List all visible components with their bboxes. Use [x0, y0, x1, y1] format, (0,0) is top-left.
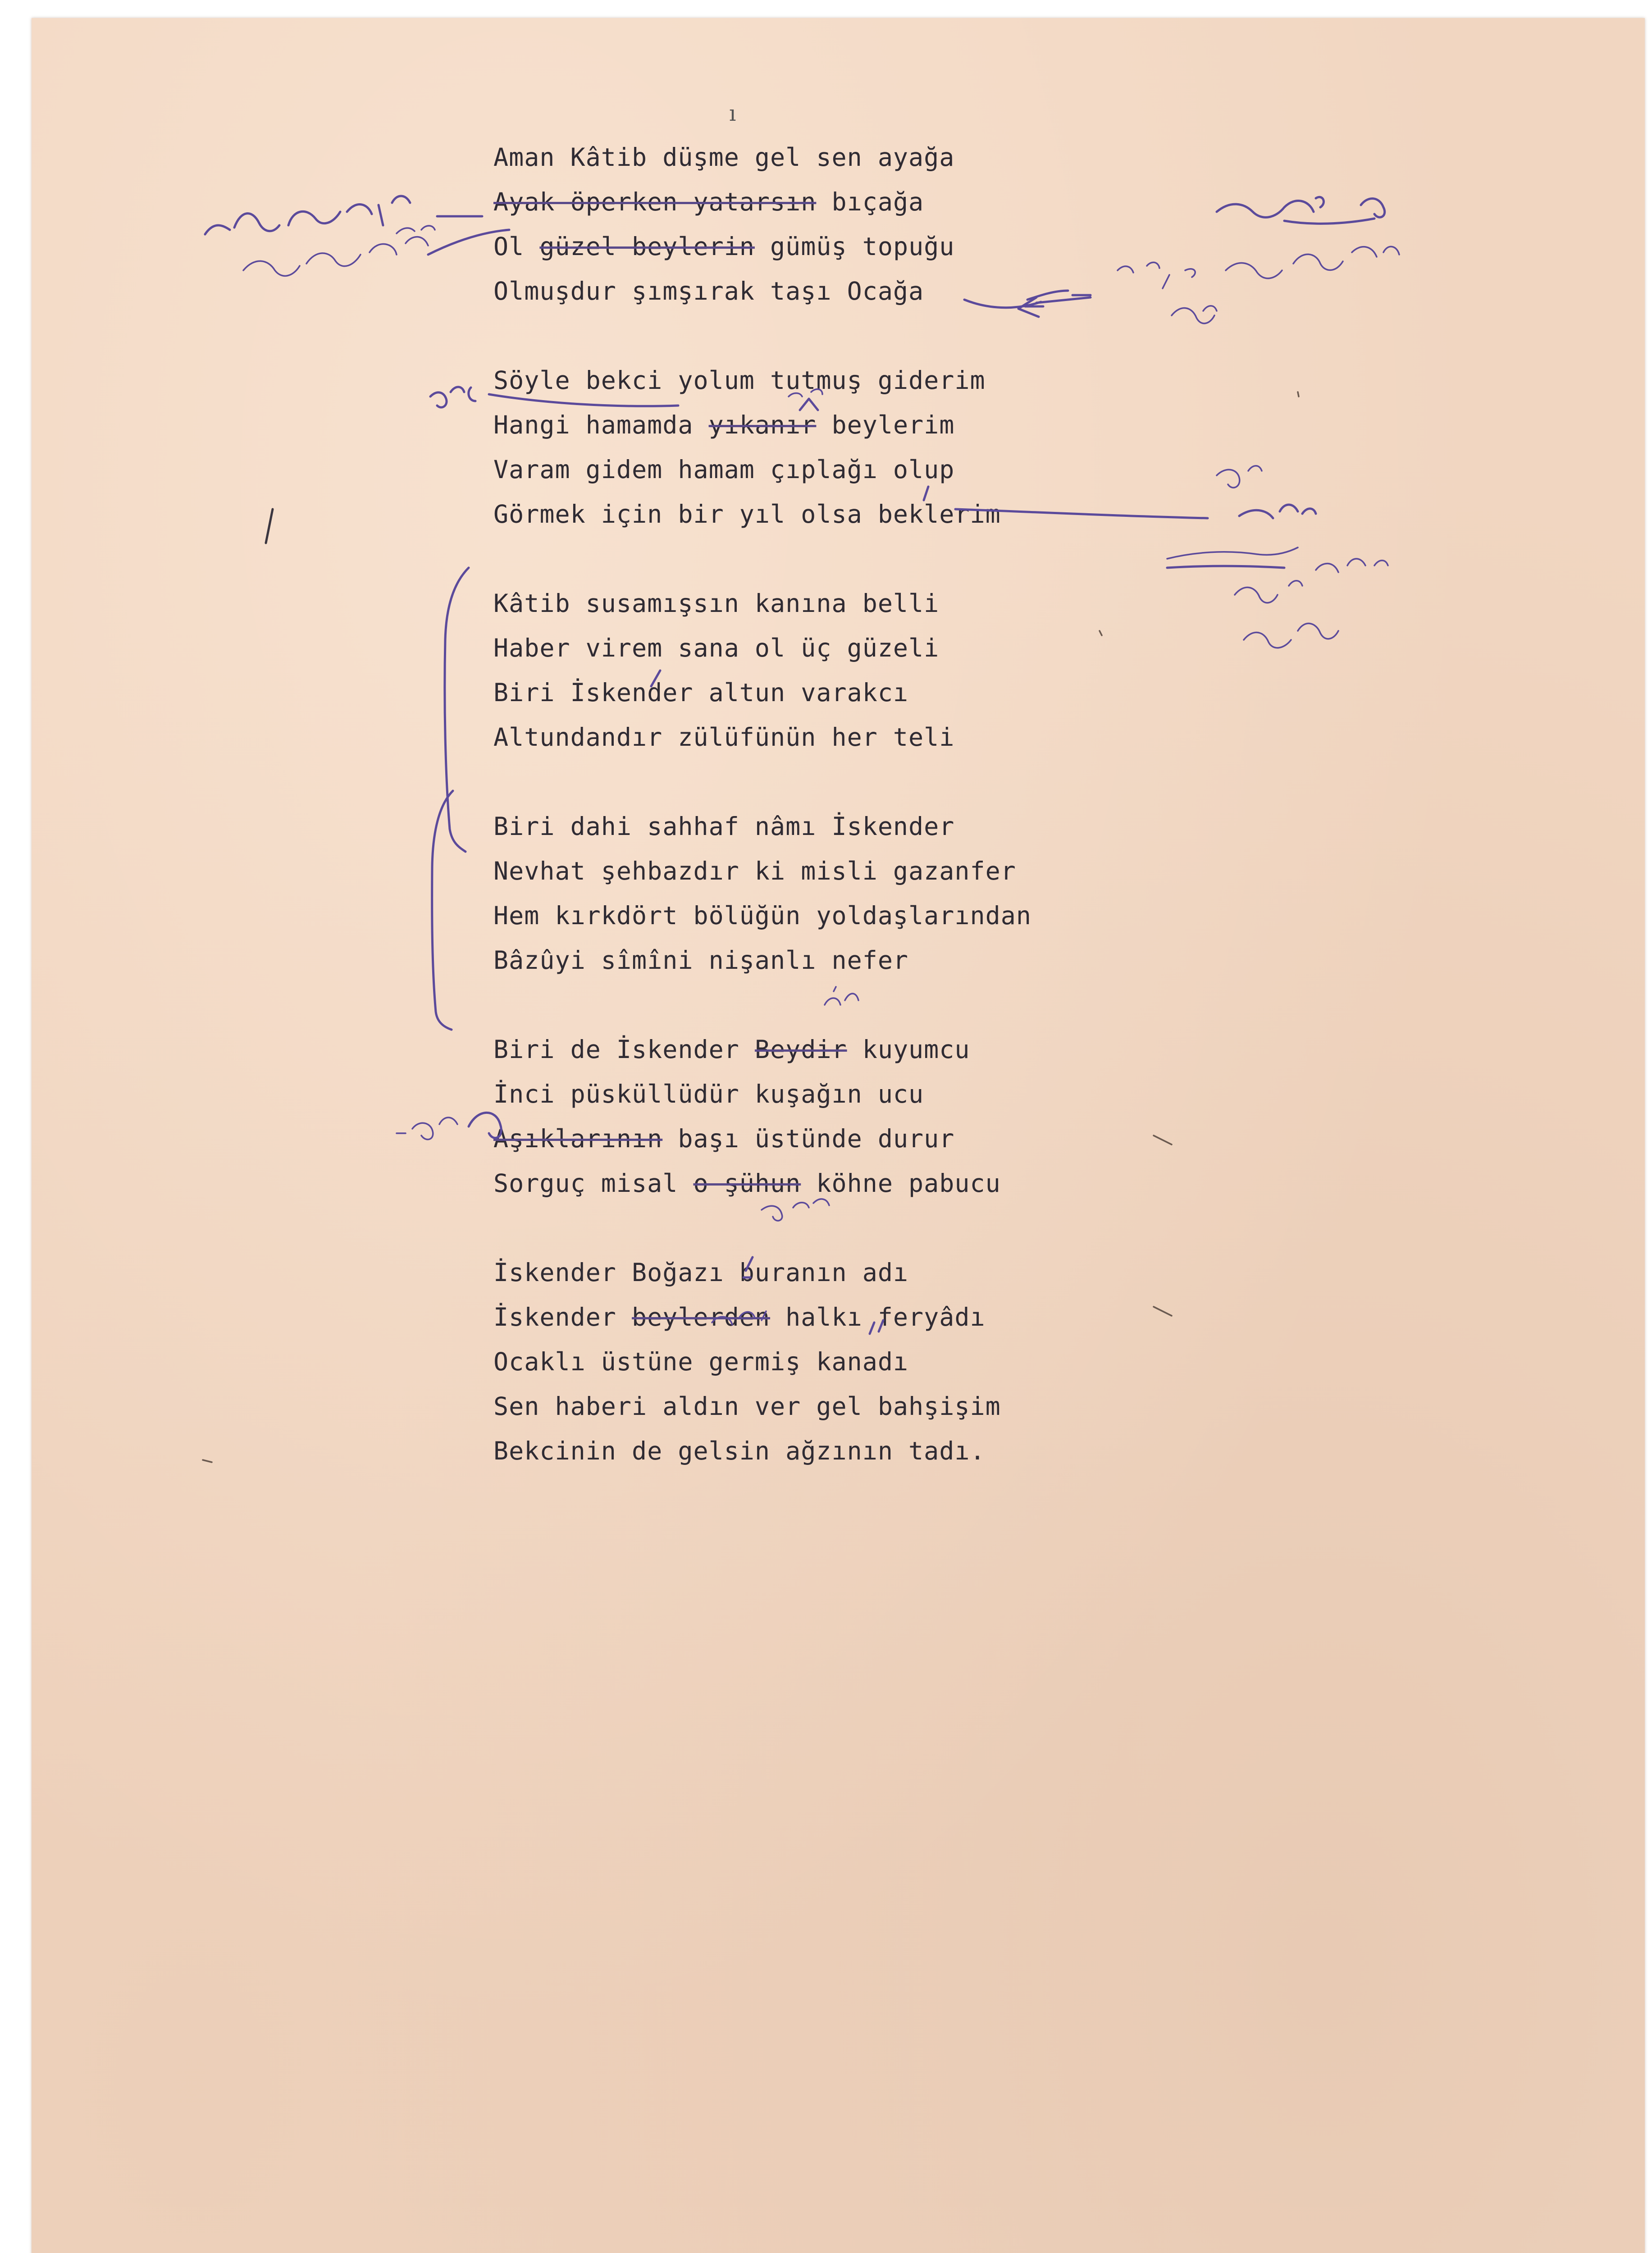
line-text: İnci püsküllüdür kuşağın ucu	[493, 1080, 924, 1108]
line-text: Kâtib susamışsın kanına belli	[493, 589, 940, 618]
line-text: Sen haberi aldın ver gel bahşişim	[493, 1392, 1001, 1421]
stanza	[493, 1250, 1260, 1473]
line-text: Biri dahi sahhaf nâmı İskender	[493, 812, 955, 841]
pencil-tick: ı	[729, 101, 736, 126]
struck-text: Ayak öperken yatarsın	[493, 187, 817, 216]
line-text: Söyle bekci yolum tutmuş giderim	[493, 366, 986, 395]
struck-text: Beydir	[754, 1035, 847, 1064]
line-text: beylerim	[816, 410, 955, 439]
struck-text: beylerden	[632, 1303, 771, 1332]
poem-line	[493, 492, 1260, 537]
poem-line	[493, 135, 1260, 180]
stanza	[493, 135, 1260, 314]
stanza	[493, 581, 1260, 760]
stanza	[493, 1027, 1260, 1206]
poem-line	[493, 1250, 1260, 1295]
line-text: Nevhat şehbazdır ki misli gazanfer	[493, 857, 1016, 885]
line-text: gümüş topuğu	[754, 232, 955, 261]
poem-line	[493, 358, 1260, 403]
poem-line	[493, 894, 1260, 938]
line-text: Ocaklı üstüne germiş kanadı	[493, 1347, 909, 1376]
line-text: Hem kırkdört bölüğün yoldaşlarından	[493, 901, 1031, 930]
line-text: başı üstünde durur	[662, 1124, 955, 1153]
poem-line	[493, 224, 1260, 269]
poem-line	[493, 1072, 1260, 1117]
line-text: İskender Boğazı buranın adı	[493, 1258, 909, 1287]
line-text: halkı feryâdı	[770, 1303, 986, 1332]
poem-line	[493, 1384, 1260, 1429]
poem-line	[493, 626, 1260, 670]
line-text: Varam gidem hamam çıplağı olup	[493, 455, 955, 484]
line-text: Görmek için bir yıl olsa beklerim	[493, 500, 1001, 529]
poem-line	[493, 1161, 1260, 1206]
struck-text: o şühun	[693, 1169, 801, 1198]
line-text: köhne pabucu	[801, 1169, 1001, 1198]
line-text: Bâzûyi sîmîni nişanlı nefer	[493, 946, 909, 975]
line-text: Bekcinin de gelsin ağzının tadı.	[493, 1437, 986, 1465]
line-text: Ol	[493, 232, 540, 261]
poem-line	[493, 1429, 1260, 1473]
poem-line	[493, 1340, 1260, 1384]
poem-line	[493, 1117, 1260, 1161]
poem-line	[493, 670, 1260, 715]
struck-text: yıkanır	[708, 410, 817, 439]
poem-line	[493, 804, 1260, 849]
line-text: Olmuşdur şımşırak taşı Ocağa	[493, 277, 924, 306]
poem-line	[493, 1295, 1260, 1340]
struck-text: Aşıklarının	[493, 1124, 663, 1153]
poem-line	[493, 403, 1260, 447]
poem-line	[493, 1027, 1260, 1072]
stanza	[493, 358, 1260, 537]
poem-line	[493, 180, 1260, 224]
line-text: Hangi hamamda	[493, 410, 709, 439]
poem-line	[493, 581, 1260, 626]
poem-line	[493, 938, 1260, 983]
poem-line	[493, 715, 1260, 760]
line-text: Biri de İskender	[493, 1035, 755, 1064]
line-text: İskender	[493, 1303, 632, 1332]
struck-text: güzel beylerin	[539, 232, 755, 261]
line-text: Haber virem sana ol üç güzeli	[493, 634, 940, 662]
line-text: Aman Kâtib düşme gel sen ayağa	[493, 143, 955, 172]
typed-poem	[493, 135, 1260, 1518]
line-text: bıçağa	[816, 187, 924, 216]
poem-line	[493, 849, 1260, 894]
line-text: Sorguç misal	[493, 1169, 694, 1198]
poem-line	[493, 447, 1260, 492]
stanza	[493, 804, 1260, 983]
line-text: kuyumcu	[847, 1035, 970, 1064]
poem-line	[493, 269, 1260, 314]
line-text: Biri İskender altun varakcı	[493, 678, 909, 707]
line-text: Altundandır zülüfünün her teli	[493, 723, 955, 752]
